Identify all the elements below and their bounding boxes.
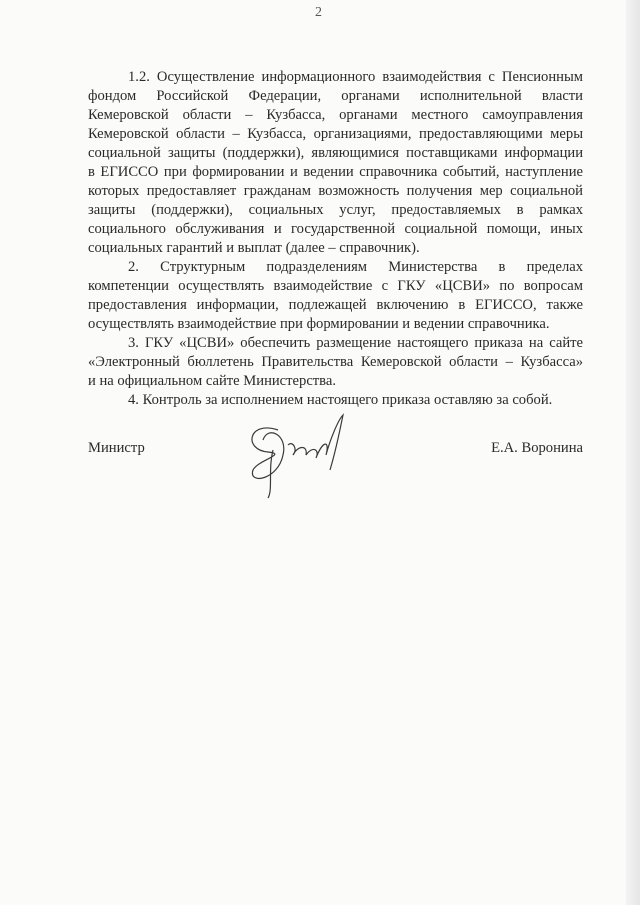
paragraph-line: социальной защиты (поддержки), являющимися поставщиками информации	[88, 145, 583, 161]
paragraph-line: и на официальном сайте Министерства.	[88, 373, 336, 389]
signer-name: Е.А. Воронина	[491, 440, 583, 456]
document-body	[88, 68, 583, 410]
paragraph-line: социального обслуживания и государственной социальной помощи, иных	[88, 221, 583, 237]
paragraph-line: предоставления информации, подлежащей включению в ЕГИССО, также	[88, 297, 583, 313]
page-number: 2	[315, 5, 322, 20]
paragraph-line: фондом Российской Федерации, органами исполнительной власти	[88, 88, 583, 104]
scan-page-edge	[626, 0, 640, 905]
paragraph-line: 3. ГКУ «ЦСВИ» обеспечить размещение настоящего приказа на сайте	[128, 335, 583, 351]
signer-role: Министр	[88, 440, 145, 456]
paragraph-line: осуществлять взаимодействие при формировании и ведении справочника.	[88, 316, 550, 332]
paragraph-line: социальных гарантий и выплат (далее – справочник).	[88, 240, 420, 256]
paragraph-line: защиты (поддержки), социальных услуг, предоставляемых в рамках	[88, 202, 583, 218]
paragraph-line: Кемеровской области – Кузбасса, организациями, предоставляющими меры	[88, 126, 583, 142]
handwritten-signature	[238, 410, 368, 500]
paragraph-line: компетенции осуществлять взаимодействие с ГКУ «ЦСВИ» по вопросам	[88, 278, 583, 294]
paragraph-line: «Электронный бюллетень Правительства Кемеровской области – Кузбасса»	[88, 354, 583, 370]
paragraph-line: в ЕГИССО при формировании и ведении справочника событий, наступление	[88, 164, 583, 180]
paragraph-line: которых предоставляет гражданам возможность получения мер социальной	[88, 183, 583, 199]
paragraph-line: 4. Контроль за исполнением настоящего приказа оставляю за собой.	[128, 392, 553, 408]
paragraph-line: 1.2. Осуществление информационного взаимодействия с Пенсионным	[128, 69, 583, 85]
paragraph-line: Кемеровской области – Кузбасса, органами местного самоуправления	[88, 107, 583, 123]
paragraph-line: 2. Структурным подразделениям Министерства в пределах	[128, 259, 583, 275]
